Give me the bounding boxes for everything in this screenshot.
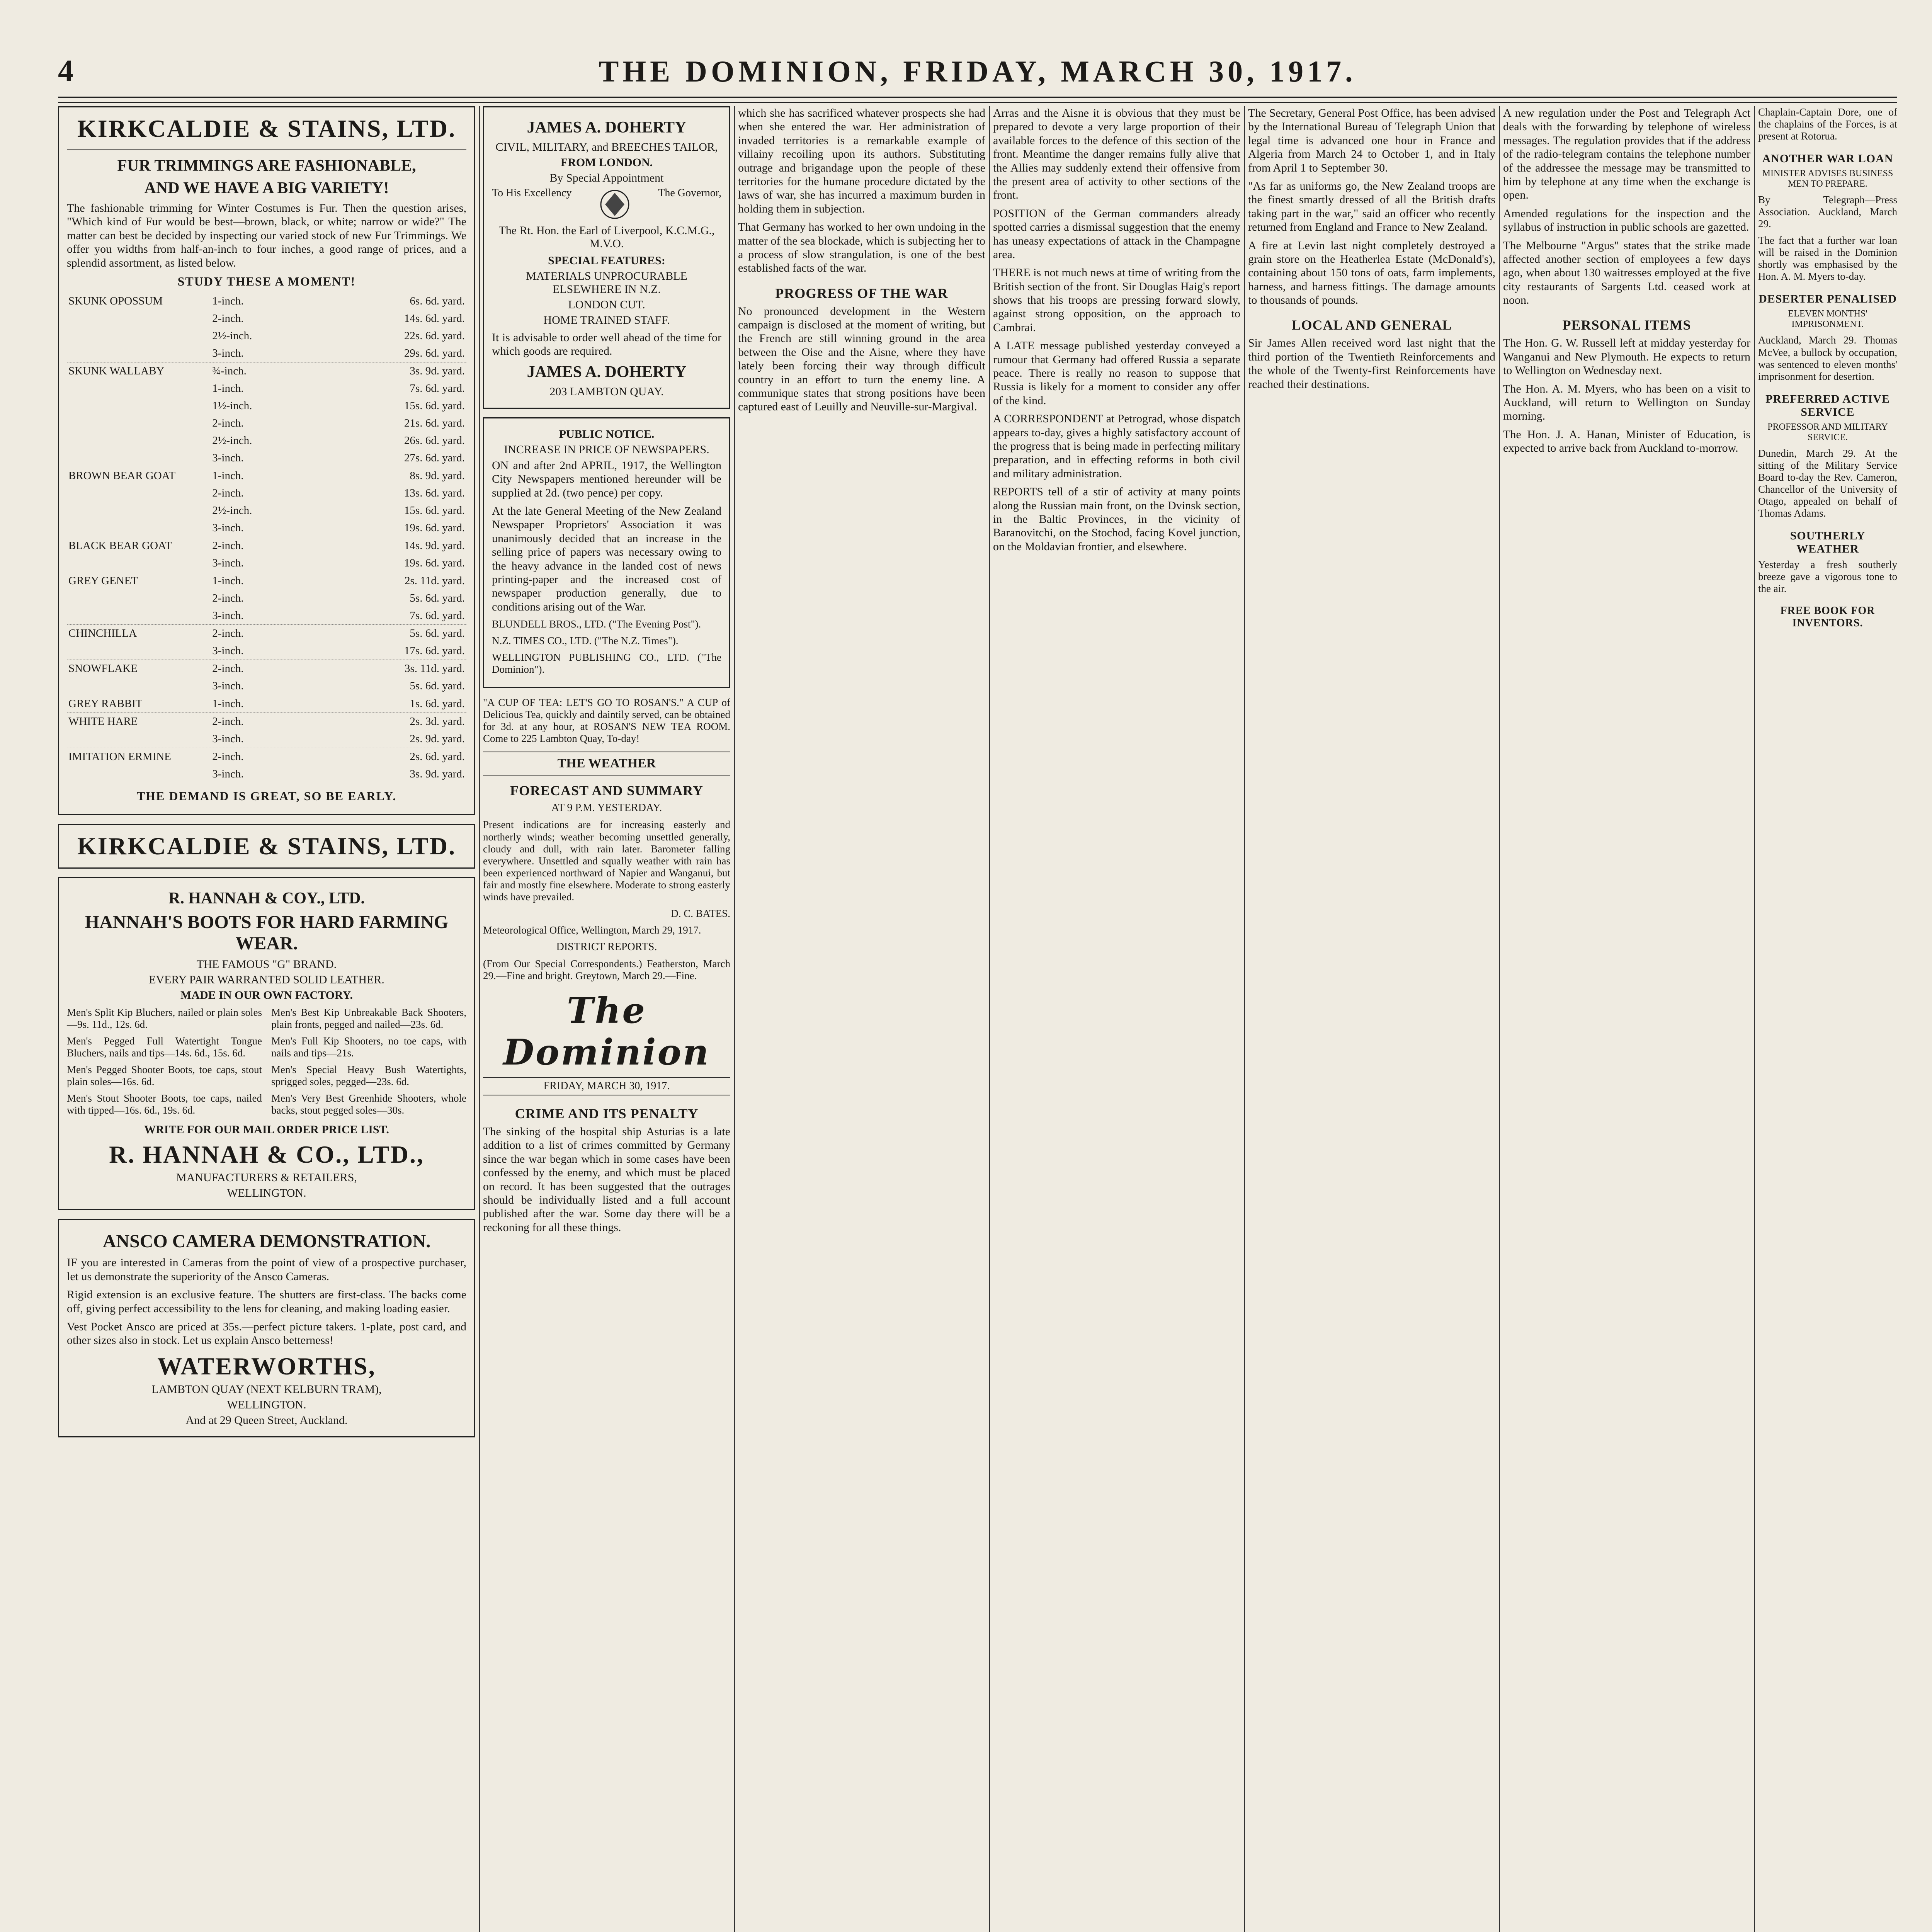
fur-name xyxy=(67,485,211,502)
fur-row xyxy=(67,519,466,537)
fur-width: 1½-inch. xyxy=(212,399,252,412)
fur-width: 2½-inch. xyxy=(212,504,252,517)
fur-row xyxy=(67,607,466,625)
fur-name xyxy=(67,730,211,748)
article-heading: DESERTER PENALISED xyxy=(1759,293,1897,306)
fur-row xyxy=(67,624,466,642)
boot-item: Men's Best Kip Unbreakable Back Shooters, plain fronts, pegged and nailed—23s. 6d. xyxy=(271,1006,466,1030)
fur-width: 1-inch. xyxy=(211,572,347,590)
fur-width: 2-inch. xyxy=(211,748,347,765)
fur-row xyxy=(67,537,466,554)
boot-item: Men's Very Best Greenhide Shooters, whole backs, stout pegged soles—30s. xyxy=(271,1092,466,1116)
column-2 xyxy=(483,106,730,1932)
newspaper-title: THE DOMINION, FRIDAY, MARCH 30, 1917. xyxy=(599,54,1357,88)
fur-row xyxy=(67,432,466,449)
ad-paragraph: Vest Pocket Ansco are priced at 35s.—perfect picture takers. 1-plate, post card, and other sizes also in stock. Let us explain Ansco betterness! xyxy=(67,1320,466,1347)
column-1 xyxy=(58,106,475,1932)
article-text: Dunedin, March 29. At the sitting of the Military Service Board to-day the Rev. Cameron, Chancellor of the University of Otago, appealed on behalf of Thomas Adams. xyxy=(1758,447,1897,519)
ad-advice: It is advisable to order well ahead of the time for which goods are required. xyxy=(492,331,721,358)
fur-row xyxy=(67,502,466,519)
boot-item: Men's Pegged Full Watertight Tongue Bluchers, nails and tips—14s. 6d., 15s. 6d. xyxy=(67,1035,262,1059)
page-number: 4 xyxy=(58,54,73,88)
article-heading: FREE BOOK FOR INVENTORS. xyxy=(1780,605,1875,629)
fur-price-table xyxy=(67,293,466,783)
ad-address: WELLINGTON. xyxy=(227,1398,306,1411)
fur-price: 5s. 6d. yard. xyxy=(410,592,465,604)
fur-price: 5s. 6d. yard. xyxy=(347,624,466,642)
article-text: The Melbourne "Argus" states that the strike made affected another section of employees a few days ago, when about 130 waitresses employed at the five city restaurants of Sargents Ltd. ceased work at noon. xyxy=(1503,239,1750,307)
fur-row xyxy=(67,730,466,748)
ad-to-his: To His Excellency xyxy=(492,187,572,199)
ad-firm-name: WATERWORTHS, xyxy=(157,1352,376,1380)
article-text: A LATE message published yesterday conveyed a rumour that Germany had offered Russia a separate peace. There is really no reason to suppose that Russia is likely for a moment to consider any offer of the kind. xyxy=(993,339,1240,407)
fur-width: 3-inch. xyxy=(212,767,244,780)
weather-sub: FORECAST AND SUMMARY xyxy=(510,783,704,799)
fur-row xyxy=(67,660,466,677)
fur-name xyxy=(67,642,211,660)
fur-price: 3s. 11d. yard. xyxy=(347,660,466,677)
article-text: The Hon. G. W. Russell left at midday yesterday for Wanganui and New Plymouth. He expects to return to Wellington on Wednesday next. xyxy=(1503,337,1750,377)
column-5 xyxy=(1248,106,1495,1932)
column-7 xyxy=(1758,106,1897,1932)
article-text: THERE is not much news at time of writing from the British section of the front. Sir Douglas Haig's report shows that his troops are pressing forward slowly, against strong opposition, on the approach to Cambrai. xyxy=(993,266,1240,334)
fur-price: 19s. 6d. yard. xyxy=(404,521,465,534)
article-text: Arras and the Aisne it is obvious that they must be prepared to devote a very large proportion of their available forces to the defence of this section of the front. Meantime the danger remains fully alive that the Allies may suddenly extend their offensive from the present area of activity to other sections of the front. xyxy=(993,107,1240,202)
fur-width: 2-inch. xyxy=(211,660,347,677)
ad-paragraph: IF you are interested in Cameras from the point of view of a prospective purchaser, let us demonstrate the superiority of the Ansco Cameras. xyxy=(67,1256,466,1283)
weather-text: Present indications are for increasing easterly and northerly winds; weather becoming unsettled generally, cloudy and dull, with rain later. Barometer falling everywhere. Unsettled and squally weather with rain has been experienced northward of Napier and Wanganui, but fair and mostly fine elsewhere. Moderate to strong easterly winds have prevailed. xyxy=(483,819,730,903)
article-text: The fact that a further war loan will be raised in the Dominion shortly was emphasised by the Hon. A. M. Myers to-day. xyxy=(1758,235,1897,282)
fur-width: 3-inch. xyxy=(212,644,244,657)
ad-paragraph: Rigid extension is an exclusive feature. The shutters are first-class. The backs come off, giving perfect accessibility to the lens for cleaning, and making loading easier. xyxy=(67,1288,466,1315)
masthead-rule xyxy=(58,97,1897,103)
ad-from: FROM LONDON. xyxy=(560,156,653,169)
fur-price: 8s. 9d. yard. xyxy=(347,467,466,485)
fur-name: BLACK BEAR GOAT xyxy=(67,537,211,554)
kirkcaldie-logo-box xyxy=(58,824,475,869)
fur-name xyxy=(67,310,211,327)
article-heading: PROGRESS OF THE WAR xyxy=(775,285,948,301)
column-divider xyxy=(1754,106,1755,1932)
column-divider xyxy=(989,106,990,1932)
fur-name xyxy=(67,502,211,519)
fur-price: 7s. 6d. yard. xyxy=(410,382,465,395)
doherty-tailor-ad xyxy=(483,106,730,409)
fur-width: 3-inch. xyxy=(212,347,244,359)
public-notice xyxy=(483,417,730,688)
district-heading: DISTRICT REPORTS. xyxy=(556,940,657,953)
article-heading: PERSONAL ITEMS xyxy=(1562,317,1691,333)
column-4 xyxy=(993,106,1240,1932)
ad-firm-name: R. HANNAH & COY., LTD. xyxy=(168,889,365,907)
fur-name xyxy=(67,327,211,345)
notice-paragraph: At the late General Meeting of the New Zealand Newspaper Proprietors' Association it was unanimously decided that an increase in the selling price of papers was necessary owing to the heavy advance in the landed cost of news printing-paper and the increased cost of newspaper production generally, due to conditions arising out of the War. xyxy=(492,504,721,613)
fur-name xyxy=(67,415,211,432)
fur-width: 2-inch. xyxy=(212,417,244,429)
article-text: which she has sacrificed whatever prospects she had when she entered the war. Her administration of invaded territories is a remarkable example of villainy recoiling upon its authors. Substituting outrage and brigandage upon the people of these territories for the humane procedure dictated by the laws of war, she has incurred a maximum burden in holding them in subjection. xyxy=(738,107,985,215)
article-heading: LOCAL AND GENERAL xyxy=(1291,317,1452,333)
ad-trade: CIVIL, MILITARY, and BREECHES TAILOR, xyxy=(495,141,718,153)
fur-price: 2s. 3d. yard. xyxy=(347,713,466,730)
fur-name: IMITATION ERMINE xyxy=(67,748,211,765)
article-heading: ANOTHER WAR LOAN xyxy=(1762,152,1893,165)
ad-closing: THE DEMAND IS GREAT, SO BE EARLY. xyxy=(136,789,397,803)
ad-firm-name: JAMES A. DOHERTY xyxy=(527,363,687,381)
article-heading: SOUTHERLY WEATHER xyxy=(1790,529,1866,555)
article-text: The Hon. J. A. Hanan, Minister of Education, is expected to arrive back from Auckland to-morrow. xyxy=(1503,428,1750,455)
masthead xyxy=(58,54,1897,89)
fur-name xyxy=(67,554,211,572)
boot-list-left xyxy=(67,1007,262,1121)
fur-row xyxy=(67,397,466,415)
fur-width: 3-inch. xyxy=(212,609,244,622)
fur-price: 7s. 6d. yard. xyxy=(410,609,465,622)
fur-name: SNOWFLAKE xyxy=(67,660,211,677)
article-text: A new regulation under the Post and Telegraph Act deals with the forwarding by telephone of wireless messages. The regulation provides that if the address of the radio-telegram contains the telephone number of the addressee the message may be transmitted to him by telephone at any time when the exchange is open. xyxy=(1503,107,1750,202)
ad-headline: ANSCO CAMERA DEMONSTRATION. xyxy=(102,1231,431,1252)
dominion-dateline: FRIDAY, MARCH 30, 1917. xyxy=(483,1077,730,1095)
fur-width: 3-inch. xyxy=(212,521,244,534)
fur-row xyxy=(67,345,466,362)
weather-time: AT 9 P.M. YESTERDAY. xyxy=(551,802,662,814)
fur-price: 17s. 6d. yard. xyxy=(404,644,465,657)
kirkcaldie-fur-ad xyxy=(58,106,475,815)
fur-row xyxy=(67,362,466,380)
weather-heading: THE WEATHER xyxy=(483,752,730,776)
fur-name xyxy=(67,765,211,783)
ad-feature: MATERIALS UNPROCURABLE ELSEWHERE IN N.Z. xyxy=(526,270,687,296)
column-divider xyxy=(479,106,480,1932)
fur-price: 19s. 6d. yard. xyxy=(404,556,465,569)
fur-name xyxy=(67,397,211,415)
fur-price: 1s. 6d. yard. xyxy=(347,695,466,713)
notice-signatory: BLUNDELL BROS., LTD. ("The Evening Post"). xyxy=(492,618,701,630)
fur-price: 13s. 6d. yard. xyxy=(404,486,465,499)
fur-width: 2-inch. xyxy=(211,624,347,642)
fur-row xyxy=(67,765,466,783)
article-text: A fire at Levin last night completely destroyed a grain store on the Heatherlea Estate (McDonald's), containing about 150 tons of oats, farm implements, harness, and harness fittings. The damage amounts to thousands of pounds. xyxy=(1248,239,1495,307)
fur-width: 1-inch. xyxy=(212,294,244,307)
fur-row xyxy=(67,572,466,590)
fur-row xyxy=(67,327,466,345)
fur-name xyxy=(67,380,211,397)
ad-patron: The Rt. Hon. the Earl of Liverpool, K.C.M.G., M.V.O. xyxy=(498,224,715,250)
fur-price: 2s. 11d. yard. xyxy=(347,572,466,590)
column-3 xyxy=(738,106,985,1932)
ad-address: LAMBTON QUAY (NEXT KELBURN TRAM), xyxy=(151,1383,382,1396)
fur-name xyxy=(67,345,211,362)
ad-product: HANNAH'S BOOTS FOR HARD FARMING WEAR. xyxy=(85,912,449,954)
fur-price: 15s. 6d. yard. xyxy=(404,399,465,412)
fur-name: BROWN BEAR GOAT xyxy=(67,467,211,485)
fur-width: 3-inch. xyxy=(212,732,244,745)
article-text: Chaplain-Captain Dore, one of the chaplains of the Forces, is at present at Rotorua. xyxy=(1758,106,1897,142)
fur-row xyxy=(67,554,466,572)
ad-guarantee: EVERY PAIR WARRANTED SOLID LEATHER. xyxy=(149,973,384,986)
article-text: POSITION of the German commanders already spotted carries a dismissal suggestion that the enemy has uneasy expectations of attack in the Champagne area. xyxy=(993,207,1240,261)
weather-office: Meteorological Office, Wellington, March 29, 1917. xyxy=(483,924,701,936)
fur-price: 6s. 6d. yard. xyxy=(410,294,465,307)
ad-brand: THE FAMOUS "G" BRAND. xyxy=(196,957,337,971)
fur-row xyxy=(67,310,466,327)
fur-row xyxy=(67,380,466,397)
fur-width: 2-inch. xyxy=(211,537,347,554)
fur-width: 1-inch. xyxy=(211,467,347,485)
fur-row xyxy=(67,713,466,730)
fur-row xyxy=(67,467,466,485)
fur-price: 15s. 6d. yard. xyxy=(404,504,465,517)
fur-price: 29s. 6d. yard. xyxy=(404,347,465,359)
ad-firm-city: WELLINGTON. xyxy=(227,1187,306,1200)
notice-heading: PUBLIC NOTICE. xyxy=(559,427,655,440)
column-divider xyxy=(1244,106,1245,1932)
boot-item: Men's Split Kip Bluchers, nailed or plain soles—9s. 11d., 12s. 6d. xyxy=(67,1006,262,1030)
fur-row xyxy=(67,415,466,432)
ad-study-label: STUDY THESE A MOMENT! xyxy=(177,274,356,288)
fur-row xyxy=(67,748,466,765)
ad-headline: AND WE HAVE A BIG VARIETY! xyxy=(144,179,389,197)
notice-signatory: WELLINGTON PUBLISHING CO., LTD. ("The Dominion"). xyxy=(492,651,721,675)
article-heading: CRIME AND ITS PENALTY xyxy=(515,1105,699,1121)
notice-paragraph: ON and after 2nd APRIL, 1917, the Wellington City Newspapers mentioned hereunder will be supplied at 2d. (two pence) per copy. xyxy=(492,459,721,499)
fur-width: 2-inch. xyxy=(212,486,244,499)
fur-price: 3s. 9d. yard. xyxy=(347,362,466,380)
fur-width: 1-inch. xyxy=(211,695,347,713)
fur-width: 3-inch. xyxy=(212,679,244,692)
boot-list-right xyxy=(271,1007,466,1121)
ad-feature: HOME TRAINED STAFF. xyxy=(543,314,670,327)
fur-width: 2½-inch. xyxy=(212,434,252,447)
fur-row xyxy=(67,677,466,695)
royal-crest-icon xyxy=(597,187,632,222)
ad-appointment: By Special Appointment xyxy=(549,172,664,184)
article-subheading: PROFESSOR AND MILITARY SERVICE. xyxy=(1767,422,1888,442)
fur-width: 2½-inch. xyxy=(212,329,252,342)
fur-width: 1-inch. xyxy=(212,382,244,395)
fur-name: SKUNK OPOSSUM xyxy=(68,294,163,307)
fur-row xyxy=(67,485,466,502)
ad-address: And at 29 Queen Street, Auckland. xyxy=(185,1413,348,1427)
fur-row xyxy=(67,590,466,607)
boot-item: Men's Special Heavy Bush Watertights, sprigged soles, pegged—23s. 6d. xyxy=(271,1064,466,1088)
fur-row xyxy=(67,642,466,660)
fur-name xyxy=(67,449,211,467)
fur-price: 14s. 9d. yard. xyxy=(347,537,466,554)
fur-row xyxy=(67,449,466,467)
article-text: Amended regulations for the inspection and the syllabus of instruction in public schools are gazetted. xyxy=(1503,207,1750,234)
fur-price: 27s. 6d. yard. xyxy=(404,451,465,464)
column-6 xyxy=(1503,106,1750,1932)
dominion-masthead: The Dominion xyxy=(503,989,710,1073)
ad-feature: LONDON CUT. xyxy=(568,298,645,311)
ad-features-label: SPECIAL FEATURES: xyxy=(548,254,665,267)
fur-price: 22s. 6d. yard. xyxy=(404,329,465,342)
fur-width: 3-inch. xyxy=(212,451,244,464)
ad-firm-sub: MANUFACTURERS & RETAILERS, xyxy=(176,1171,357,1184)
column-divider xyxy=(1499,106,1500,1932)
fur-width: 2-inch. xyxy=(212,592,244,604)
fur-price: 2s. 9d. yard. xyxy=(410,732,465,745)
fur-width: 3-inch. xyxy=(212,556,244,569)
fur-name xyxy=(67,607,211,625)
article-text: The sinking of the hospital ship Asturias is a late addition to a list of crimes committed by Germany since the war began which in some cases have been confessed by the enemy, and which must be placed on record. It has been suggested that the outrages should be individually listed and a full account published after the war. Some day there will be a reckoning for all these things. xyxy=(483,1125,730,1234)
article-text: That Germany has worked to her own undoing in the matter of the sea blockade, which is subjecting her to a process of slow strangulation, is one of the best established facts of the war. xyxy=(738,221,985,275)
hannah-boots-ad xyxy=(58,877,475,1210)
article-subheading: ELEVEN MONTHS' IMPRISONMENT. xyxy=(1788,309,1867,330)
ansco-camera-ad xyxy=(58,1219,475,1437)
article-text: Yesterday a fresh southerly breeze gave a vigorous tone to the air. xyxy=(1758,558,1897,595)
fur-width: 2-inch. xyxy=(212,312,244,325)
fur-name xyxy=(67,432,211,449)
ad-mail-order: WRITE FOR OUR MAIL ORDER PRICE LIST. xyxy=(144,1123,389,1136)
fur-price: 3s. 9d. yard. xyxy=(410,767,465,780)
ad-firm-name: JAMES A. DOHERTY xyxy=(527,119,687,136)
fur-name: CHINCHILLA xyxy=(67,624,211,642)
article-text: A CORRESPONDENT at Petrograd, whose dispatch appears to-day, gives a highly satisfactory account of the progress that is being made in perfecting military preparation, and in effecting reforms in both civil and military administration. xyxy=(993,412,1240,480)
fur-row xyxy=(67,695,466,713)
article-text: The Hon. A. M. Myers, who has been on a visit to Auckland, will return to Wellington on Sunday morning. xyxy=(1503,382,1750,423)
cup-of-tea-ad: "A CUP OF TEA: LET'S GO TO ROSAN'S." A CUP of Delicious Tea, quickly and daintily served, can be obtained for 3d. at any hour, at ROSAN'S NEW TEA ROOM. Come to 225 Lambton Quay, To-day! xyxy=(483,697,730,745)
fur-name: WHITE HARE xyxy=(67,713,211,730)
article-text: REPORTS tell of a stir of activity at many points along the Russian main front, on the Dvinsk section, in the Baltic Provinces, in the vicinity of Baranovitchi, on the Stochod, facing Kovel junction, on the Moldavian frontier, and elsewhere. xyxy=(993,485,1240,553)
ad-firm-name: KIRKCALDIE & STAINS, LTD. xyxy=(77,115,456,142)
fur-name: GREY GENET xyxy=(67,572,211,590)
ad-intro: The fashionable trimming for Winter Costumes is Fur. Then the question arises, "Which kind of Fur would be best—brown, black, or white; narrow or wide?" The matter can best be decided by inspecting our varied stock of new Fur Trimmings. We offer you widths from half-an-inch to four inches, a good range of prices, and a splendid assortment, as listed below. xyxy=(67,202,466,269)
ad-firm-footer: R. HANNAH & CO., LTD., xyxy=(109,1141,424,1168)
fur-name: GREY RABBIT xyxy=(67,695,211,713)
fur-name: SKUNK WALLABY xyxy=(67,362,211,380)
article-text: Sir James Allen received word last night that the third portion of the Twentieth Reinforcements and the whole of the Twenty-first Reinforcements have reached their destinations. xyxy=(1248,337,1495,391)
fur-row xyxy=(67,293,466,310)
column-divider xyxy=(734,106,735,1932)
boot-item: Men's Stout Shooter Boots, toe caps, nailed with tipped—16s. 6d., 19s. 6d. xyxy=(67,1092,262,1116)
boot-item: Men's Pegged Shooter Boots, toe caps, stout plain soles—16s. 6d. xyxy=(67,1064,262,1088)
article-subheading: MINISTER ADVISES BUSINESS MEN TO PREPARE. xyxy=(1762,168,1893,189)
article-text: Auckland, March 29. Thomas McVee, a bullock by occupation, was sentenced to eleven months' imprisonment for desertion. xyxy=(1758,334,1897,382)
fur-price: 5s. 6d. yard. xyxy=(410,679,465,692)
notice-sub: INCREASE IN PRICE OF NEWSPAPERS. xyxy=(504,443,709,456)
article-text: "As far as uniforms go, the New Zealand troops are the finest smartly dressed of all the British drafts taking part in the war," said an officer who recently returned from England and France to New Zealand. xyxy=(1248,179,1495,234)
fur-name xyxy=(67,590,211,607)
fur-price: 26s. 6d. yard. xyxy=(404,434,465,447)
fur-name xyxy=(67,677,211,695)
fur-price: 14s. 6d. yard. xyxy=(404,312,465,325)
ad-made: MADE IN OUR OWN FACTORY. xyxy=(180,988,353,1002)
article-dateline: By Telegraph—Press Association. Auckland, March 29. xyxy=(1758,194,1897,230)
fur-price: 21s. 6d. yard. xyxy=(404,417,465,429)
district-text: (From Our Special Correspondents.) Featherston, March 29.—Fine and bright. Greytown, March 29.—Fine. xyxy=(483,957,730,981)
article-heading: PREFERRED ACTIVE SERVICE xyxy=(1765,392,1890,418)
ad-governor: The Governor, xyxy=(658,187,721,199)
article-text: The Secretary, General Post Office, has been advised by the International Bureau of Telegraph Union that legal time is advanced one hour in France and Algeria from March 24 to October 1, and in Italy from April 1 to September 30. xyxy=(1248,107,1495,174)
fur-width: ¾-inch. xyxy=(211,362,347,380)
boot-item: Men's Full Kip Shooters, no toe caps, with nails and tips—21s. xyxy=(271,1035,466,1059)
ad-headline: FUR TRIMMINGS ARE FASHIONABLE, xyxy=(117,157,416,175)
weather-signed: D. C. BATES. xyxy=(671,907,730,919)
ad-firm-name: KIRKCALDIE & STAINS, LTD. xyxy=(77,832,456,860)
fur-width: 2-inch. xyxy=(211,713,347,730)
fur-price: 2s. 6d. yard. xyxy=(347,748,466,765)
notice-signatories xyxy=(492,618,721,675)
notice-signatory: N.Z. TIMES CO., LTD. ("The N.Z. Times"). xyxy=(492,635,679,647)
ad-address: 203 LAMBTON QUAY. xyxy=(549,385,664,398)
article-text: No pronounced development in the Western campaign is disclosed at the moment of writing, but the French are still winning ground in the area between the Oise and the Aisne, where they have lately been forcing their way through difficult country in an effort to turn the enemy line. A communique states that strong positions have been captured east of Leuilly and Neuville-sur-Margival. xyxy=(738,304,985,413)
fur-name xyxy=(67,519,211,537)
